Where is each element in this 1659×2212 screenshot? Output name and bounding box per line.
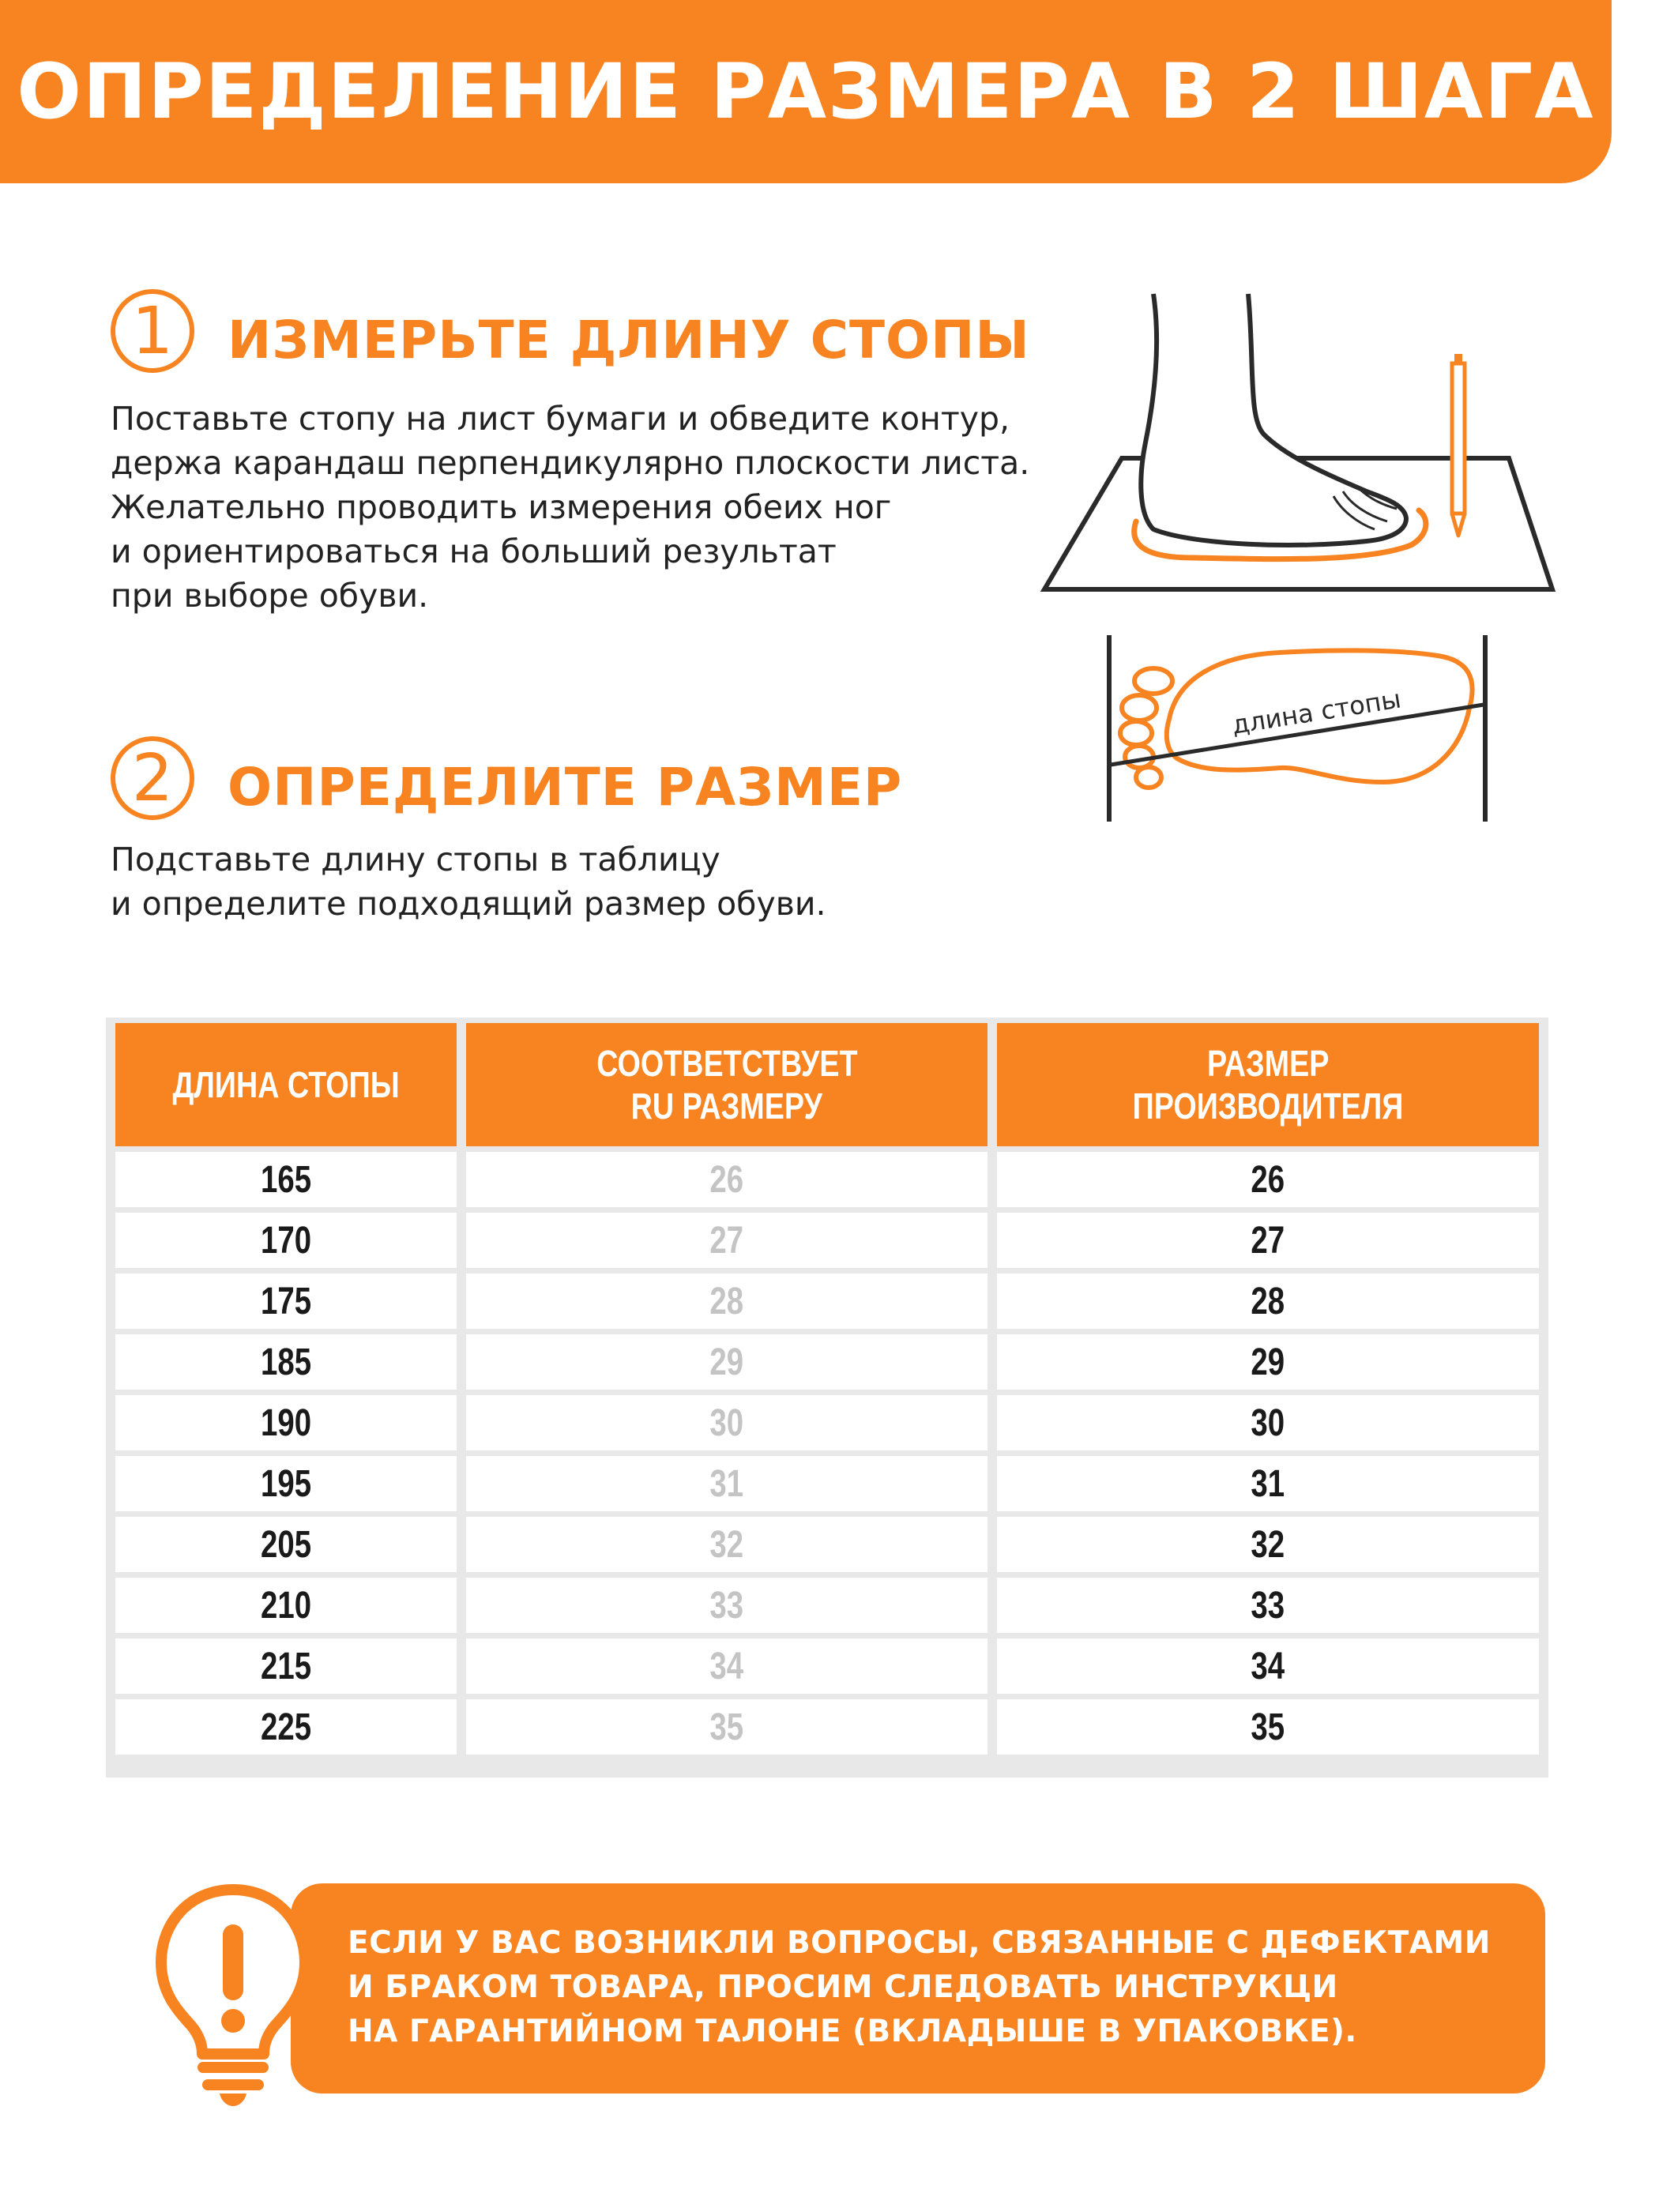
table-row — [115, 1334, 1539, 1390]
table-row — [115, 1699, 1539, 1755]
cell-manufacturer-size: 28 — [997, 1273, 1539, 1329]
header-manufacturer-size-line: ПРОИЗВОДИТЕЛЯ — [1132, 1085, 1404, 1127]
cell-manufacturer-size: 30 — [997, 1395, 1539, 1450]
cell-foot-length: 170 — [115, 1213, 457, 1268]
notice-line: ЕСЛИ У ВАС ВОЗНИКЛИ ВОПРОСЫ, СВЯЗАННЫЕ С ДЕФЕКТАМИ — [348, 1925, 1491, 1961]
cell-manufacturer-size: 29 — [997, 1334, 1539, 1390]
header-foot-length-label: ДЛИНА СТОПЫ — [172, 1064, 400, 1105]
cell-foot-length: 165 — [115, 1152, 457, 1207]
cell-foot-length: 215 — [115, 1638, 457, 1694]
notice-line: НА ГАРАНТИЙНОМ ТАЛОНЕ (ВКЛАДЫШЕ В УПАКОВКЕ). — [348, 2014, 1357, 2049]
cell-foot-length: 210 — [115, 1578, 457, 1633]
footprint-outline-icon — [1098, 632, 1501, 830]
cell-ru-size: 33 — [466, 1578, 988, 1633]
step-1-line: при выборе обуви. — [111, 577, 429, 615]
step-2-line: Подставьте длину стопы в таблицу — [111, 841, 720, 878]
cell-foot-length: 175 — [115, 1273, 457, 1329]
cell-ru-size: 26 — [466, 1152, 988, 1207]
cell-foot-length: 190 — [115, 1395, 457, 1450]
table-row — [115, 1395, 1539, 1450]
step-1-description — [111, 397, 1029, 618]
cell-ru-size: 32 — [466, 1517, 988, 1572]
step-2-line: и определите подходящий размер обуви. — [111, 885, 826, 923]
cell-foot-length: 205 — [115, 1517, 457, 1572]
step-1-line: держа карандаш перпендикулярно плоскости листа. — [111, 444, 1030, 482]
header-ru-size — [466, 1023, 988, 1146]
step-1-line: Поставьте стопу на лист бумаги и обведите контур, — [111, 400, 1010, 438]
cell-ru-size: 34 — [466, 1638, 988, 1694]
step-2-description — [111, 837, 826, 926]
table-row — [115, 1517, 1539, 1572]
header-ru-size-line: RU РАЗМЕРУ — [630, 1085, 823, 1127]
header-ru-size-line: СООТВЕТСТВУЕТ — [596, 1043, 858, 1084]
step-2-number: 2 — [111, 736, 194, 820]
header-manufacturer-size — [997, 1023, 1539, 1146]
page-title: ОПРЕДЕЛЕНИЕ РАЗМЕРА В 2 ШАГА — [17, 47, 1595, 136]
header-manufacturer-size-line: РАЗМЕР — [1206, 1043, 1330, 1084]
lightbulb-exclamation-icon — [150, 1879, 316, 2108]
step-1-line: Желательно проводить измерения обеих ног — [111, 488, 892, 526]
table-header-row — [115, 1023, 1539, 1146]
step-1-title: ИЗМЕРЬТЕ ДЛИНУ СТОПЫ — [228, 310, 1030, 371]
size-table-grid — [106, 1018, 1548, 1760]
table-row — [115, 1213, 1539, 1268]
cell-ru-size: 30 — [466, 1395, 988, 1450]
header-foot-length — [115, 1023, 457, 1146]
table-row — [115, 1152, 1539, 1207]
foot-length-label: длина стопы — [1229, 683, 1403, 740]
table-row — [115, 1638, 1539, 1694]
warranty-notice-text — [348, 1921, 1517, 2054]
cell-ru-size: 29 — [466, 1334, 988, 1390]
table-row — [115, 1456, 1539, 1511]
cell-ru-size: 31 — [466, 1456, 988, 1511]
step-1-number: 1 — [111, 289, 194, 373]
table-row — [115, 1273, 1539, 1329]
foot-on-paper-icon — [1035, 284, 1564, 600]
cell-foot-length: 185 — [115, 1334, 457, 1390]
notice-line: И БРАКОМ ТОВАРА, ПРОСИМ СЛЕДОВАТЬ ИНСТРУКЦИ — [348, 1969, 1338, 2005]
cell-manufacturer-size: 26 — [997, 1152, 1539, 1207]
size-table — [106, 1018, 1548, 1778]
cell-manufacturer-size: 33 — [997, 1578, 1539, 1633]
cell-foot-length: 195 — [115, 1456, 457, 1511]
cell-manufacturer-size: 34 — [997, 1638, 1539, 1694]
cell-manufacturer-size: 35 — [997, 1699, 1539, 1755]
cell-foot-length: 225 — [115, 1699, 457, 1755]
step-1-line: и ориентироваться на больший результат — [111, 532, 837, 570]
cell-manufacturer-size: 27 — [997, 1213, 1539, 1268]
step-2-title: ОПРЕДЕЛИТЕ РАЗМЕР — [228, 757, 903, 818]
cell-ru-size: 28 — [466, 1273, 988, 1329]
table-row — [115, 1578, 1539, 1633]
cell-ru-size: 27 — [466, 1213, 988, 1268]
cell-ru-size: 35 — [466, 1699, 988, 1755]
cell-manufacturer-size: 31 — [997, 1456, 1539, 1511]
cell-manufacturer-size: 32 — [997, 1517, 1539, 1572]
